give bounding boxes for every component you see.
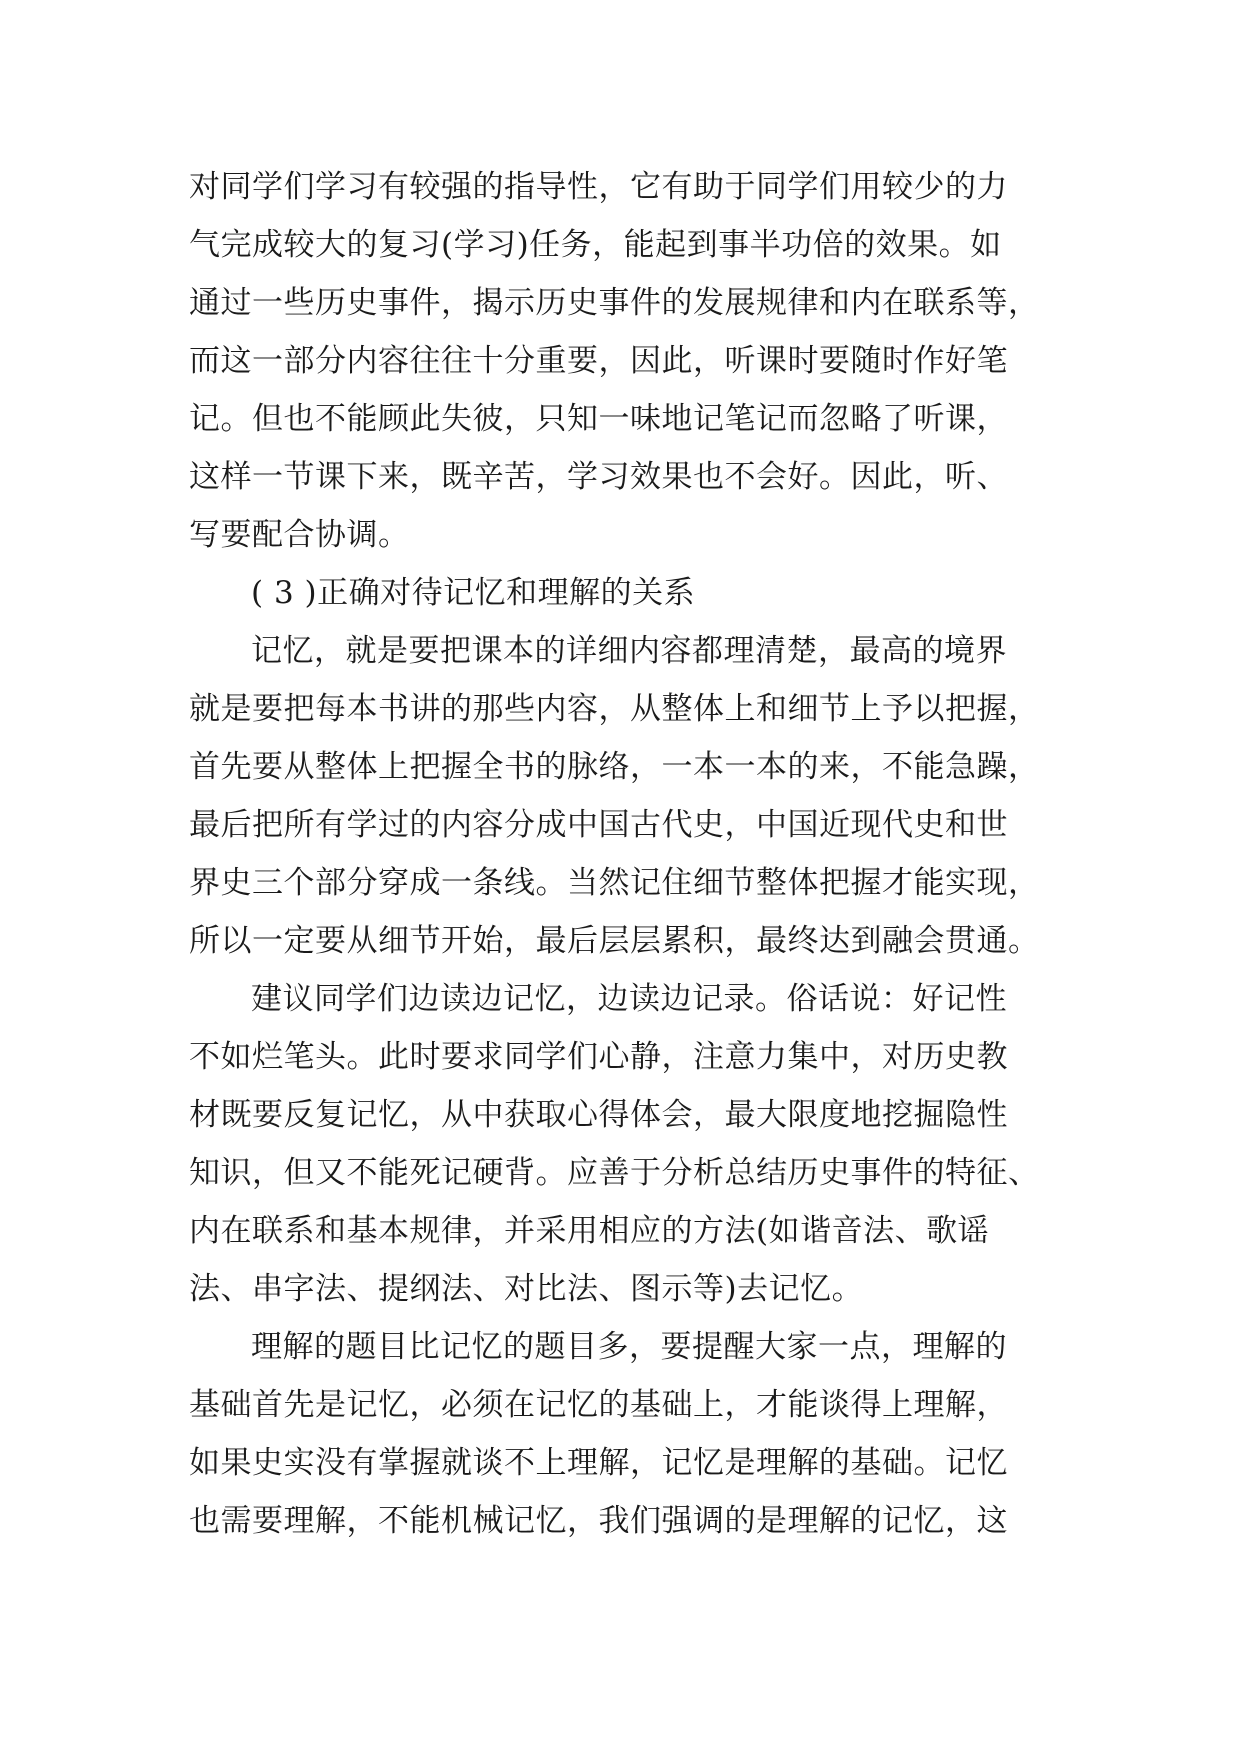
text-line: 最后把所有学过的内容分成中国古代史，中国近现代史和世 xyxy=(189,807,1008,843)
text-line: 基础首先是记忆，必须在记忆的基础上，才能谈得上理解， xyxy=(189,1387,1008,1423)
text-line: 记忆，就是要把课本的详细内容都理清楚，最高的境界 xyxy=(251,633,1007,669)
text-line: 这样一节课下来，既辛苦，学习效果也不会好。因此，听、 xyxy=(189,459,1008,495)
text-line: 理解的题目比记忆的题目多，要提醒大家一点，理解的 xyxy=(251,1329,1007,1365)
text-line: 气完成较大的复习(学习)任务，能起到事半功倍的效果。如 xyxy=(189,227,1002,263)
section-heading: ( 3 )正确对待记忆和理解的关系 xyxy=(251,575,696,611)
text-line: 不如烂笔头。此时要求同学们心静，注意力集中，对历史教 xyxy=(189,1039,1008,1075)
text-line: 首先要从整体上把握全书的脉络，一本一本的来，不能急躁， xyxy=(189,749,1040,785)
text-line: 材既要反复记忆，从中获取心得体会，最大限度地挖掘隐性 xyxy=(189,1097,1008,1133)
body-text xyxy=(189,158,1059,1550)
text-line: 对同学们学习有较强的指导性，它有助于同学们用较少的力 xyxy=(189,169,1008,205)
text-line: 内在联系和基本规律，并采用相应的方法(如谐音法、歌谣 xyxy=(189,1213,990,1249)
text-line: 就是要把每本书讲的那些内容，从整体上和细节上予以把握， xyxy=(189,691,1040,727)
text-line: 法、串字法、提纲法、对比法、图示等)去记忆。 xyxy=(189,1271,864,1307)
text-line: 建议同学们边读边记忆，边读边记录。俗话说：好记性 xyxy=(251,981,1007,1017)
text-line: 通过一些历史事件，揭示历史事件的发展规律和内在联系等， xyxy=(189,285,1040,321)
text-line: 知识，但又不能死记硬背。应善于分析总结历史事件的特征、 xyxy=(189,1155,1040,1191)
text-line: 而这一部分内容往往十分重要，因此，听课时要随时作好笔 xyxy=(189,343,1008,379)
text-line: 界史三个部分穿成一条线。当然记住细节整体把握才能实现， xyxy=(189,865,1040,901)
text-line: 记。但也不能顾此失彼，只知一味地记笔记而忽略了听课， xyxy=(189,401,1008,437)
text-line: 写要配合协调。 xyxy=(189,517,410,553)
text-line: 如果史实没有掌握就谈不上理解，记忆是理解的基础。记忆 xyxy=(189,1445,1008,1481)
text-line: 也需要理解，不能机械记忆，我们强调的是理解的记忆，这 xyxy=(189,1503,1008,1539)
text-line: 所以一定要从细节开始，最后层层累积，最终达到融会贯通。 xyxy=(189,923,1040,959)
